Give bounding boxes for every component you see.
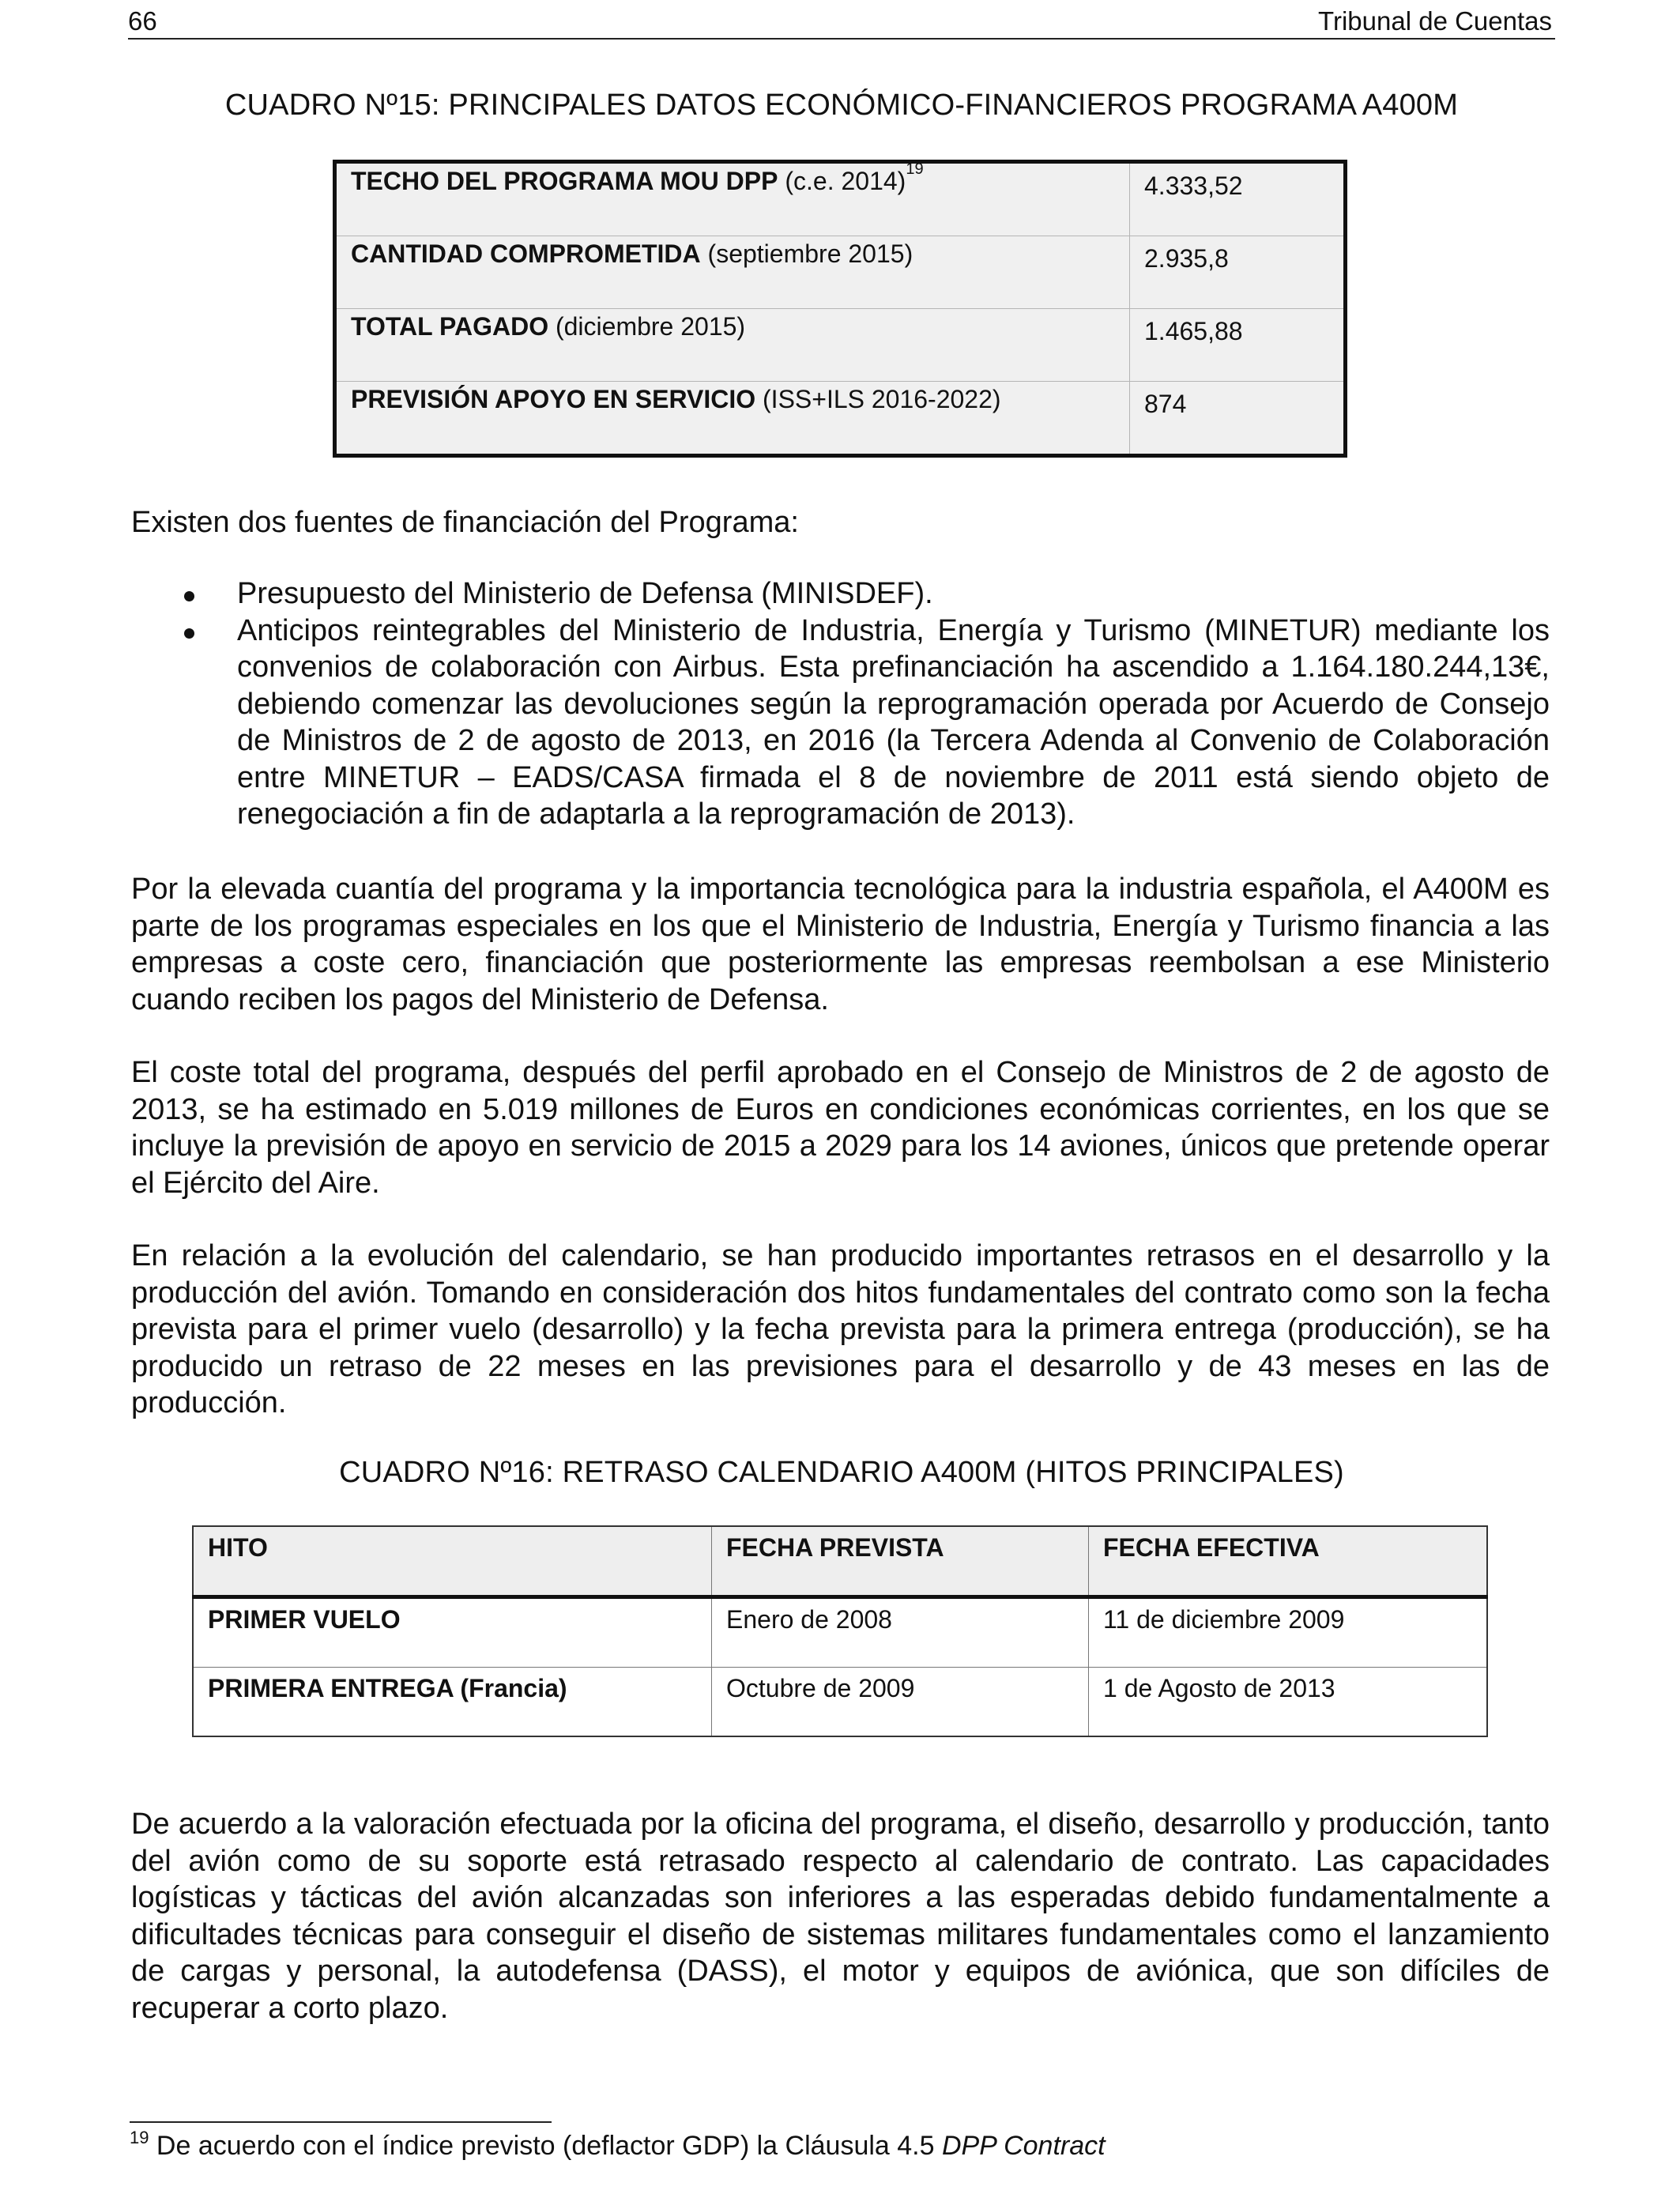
bullet-icon <box>184 628 194 639</box>
milestones-table <box>192 1525 1488 1737</box>
planned-date: Octubre de 2009 <box>712 1668 1089 1737</box>
table-row <box>335 162 1346 236</box>
milestone-name: PRIMERA ENTREGA (Francia) <box>193 1668 712 1737</box>
page-number: 66 <box>128 6 157 36</box>
intro-paragraph: Existen dos fuentes de financiación del Programa: <box>131 506 799 539</box>
paragraph: Por la elevada cuantía del programa y la importancia tecnológica para la industria española, el A400M es parte de los programas especiales en los que el Ministerio de Industria, Energía y Turismo financia a las empresas a coste cero, financiación que posteriormente las empresas reembolsan a ese Ministerio cuando reciben los pagos del Ministerio de Defensa. <box>131 873 1550 1016</box>
row-label: CANTIDAD COMPROMETIDA (septiembre 2015) <box>335 236 1130 309</box>
bullet-icon <box>184 591 194 601</box>
column-header: HITO <box>193 1526 712 1597</box>
footnote-ref: 19 <box>906 160 924 178</box>
footnote-divider <box>130 2121 552 2123</box>
row-value: 1.465,88 <box>1130 309 1346 382</box>
actual-date: 11 de diciembre 2009 <box>1089 1597 1488 1668</box>
page-header <box>128 6 1555 40</box>
table-row <box>335 382 1346 456</box>
row-label: TOTAL PAGADO (diciembre 2015) <box>335 309 1130 382</box>
table-header-row <box>193 1526 1487 1597</box>
row-value: 874 <box>1130 382 1346 456</box>
paragraph: En relación a la evolución del calendario, se han producido importantes retrasos en el desarrollo y la producción del avión. Tomando en consideración dos hitos fundamentales del contrato como son la fecha prevista para el primer vuelo (desarrollo) y la fecha prevista para la primera entrega (producción), se ha producido un retraso de 22 meses en las previsiones para el desarrollo y de 43 meses en las de producción. <box>131 1239 1550 1419</box>
financial-data-table <box>333 160 1347 458</box>
row-label: TECHO DEL PROGRAMA MOU DPP (c.e. 2014)$^{19}$ <box>335 162 1130 236</box>
table-row <box>335 309 1346 382</box>
footnote <box>130 2128 1106 2162</box>
list-item: Presupuesto del Ministerio de Defensa (MINISDEF). <box>131 575 1550 613</box>
planned-date: Enero de 2008 <box>712 1597 1089 1668</box>
funding-sources-list <box>131 575 1550 833</box>
footnote-number: 19 <box>130 2128 149 2147</box>
milestone-name: PRIMER VUELO <box>193 1597 712 1668</box>
row-value: 2.935,8 <box>1130 236 1346 309</box>
table15-caption: CUADRO Nº15: PRINCIPALES DATOS ECONÓMICO-FINANCIEROS PROGRAMA A400M <box>224 89 1459 122</box>
row-value: 4.333,52 <box>1130 162 1346 236</box>
footnote-text: De acuerdo con el índice previsto (deflactor GDP) la Cláusula 4.5 <box>149 2131 942 2161</box>
paragraph: El coste total del programa, después del perfil aprobado en el Consejo de Ministros de 2 de agosto de 2013, se ha estimado en 5.019 millones de Euros en condiciones económicas corrientes, en los que se incluye la previsión de apoyo en servicio de 2015 a 2029 para los 14 aviones, únicos que pretende operar el Ejército del Aire. <box>131 1056 1550 1200</box>
paragraph: De acuerdo a la valoración efectuada por la oficina del programa, el diseño, desarrollo y producción, tanto del avión como de su soporte está retrasado respecto al calendario de contrato. Las capacidades logísticas y tácticas del avión alcanzadas son inferiores a las esperadas debido fundamentalmente a dificultades técnicas para conseguir el diseño de sistemas militares fundamentales como el lanzamiento de cargas y personal, la autodefensa (DASS), el motor y equipos de aviónica, que son difíciles de recuperar a corto plazo. <box>131 1808 1550 2025</box>
table16-caption: CUADRO Nº16: RETRASO CALENDARIO A400M (HITOS PRINCIPALES) <box>339 1456 1344 1489</box>
column-header: FECHA PREVISTA <box>712 1526 1089 1597</box>
table-row <box>193 1597 1487 1668</box>
table-row <box>193 1668 1487 1737</box>
footnote-italic: DPP Contract <box>941 2131 1106 2161</box>
table-row <box>335 236 1346 309</box>
row-label: PREVISIÓN APOYO EN SERVICIO (ISS+ILS 2016-2022) <box>335 382 1130 456</box>
list-item: Anticipos reintegrables del Ministerio de Industria, Energía y Turismo (MINETUR) mediante los convenios de colaboración con Airbus. Esta prefinanciación ha ascendido a 1.164.180.244,13€, debiendo comenzar las devoluciones según la reprogramación operada por Acuerdo de Consejo de Ministros de 2 de agosto de 2013, en 2016 (la Tercera Adenda al Convenio de Colaboración entre MINETUR – EADS/CASA firmada el 8 de noviembre de 2011 está siendo objeto de renegociación a fin de adaptarla a la reprogramación de 2013). <box>131 613 1550 833</box>
actual-date: 1 de Agosto de 2013 <box>1089 1668 1488 1737</box>
header-org: Tribunal de Cuentas <box>1318 6 1552 36</box>
column-header: FECHA EFECTIVA <box>1089 1526 1488 1597</box>
